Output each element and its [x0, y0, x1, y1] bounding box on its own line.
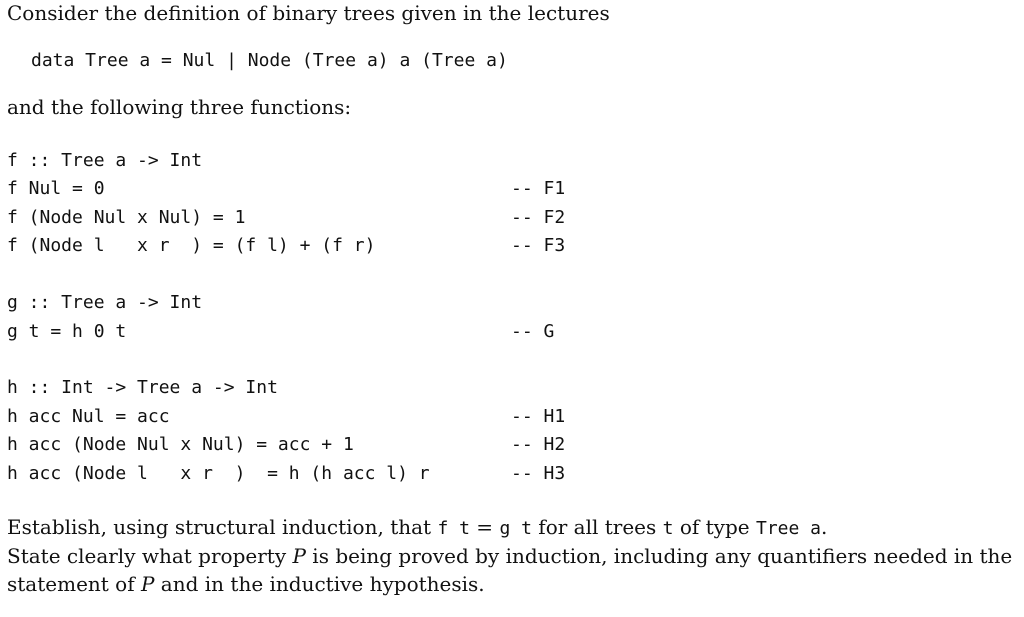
following-text: and the following three functions:: [7, 95, 352, 119]
equals-sign: =: [469, 515, 500, 539]
task-line-3: [7, 572, 485, 596]
f-label-3: -- F3: [511, 235, 566, 256]
var-p-2: P: [140, 572, 155, 596]
task-text-a: Establish, using structural induction, that: [7, 515, 438, 539]
task-line-1: [7, 515, 827, 539]
f-label-2: -- F2: [511, 207, 566, 228]
task-text-c: of type: [673, 515, 756, 539]
code-f-t: f t: [437, 518, 470, 539]
f-line-2: f (Node Nul x Nul) = 1: [7, 207, 246, 228]
code-t: t: [662, 518, 674, 539]
h-signature: h :: Int -> Tree a -> Int: [7, 377, 278, 398]
task-text-e: State clearly what property: [7, 544, 293, 568]
task-text-d: .: [821, 515, 828, 539]
code-tree-a: Tree a: [755, 518, 822, 539]
h-line-2: h acc (Node Nul x Nul) = acc + 1: [7, 434, 354, 455]
data-declaration: data Tree a = Nul | Node (Tree a) a (Tree a): [31, 50, 508, 71]
h-label-1: -- H1: [511, 406, 566, 427]
task-line-2: [7, 544, 1012, 568]
f-line-3: f (Node l x r ) = (f l) + (f r): [7, 235, 376, 256]
h-line-3: h acc (Node l x r ) = h (h acc l) r: [7, 463, 430, 484]
task-text-f: is being proved by induction, including any quantifiers needed in the: [305, 544, 1013, 568]
h-line-1: h acc Nul = acc: [7, 406, 170, 427]
task-text-g: statement of: [7, 572, 141, 596]
h-label-2: -- H2: [511, 434, 566, 455]
g-label-1: -- G: [511, 321, 555, 342]
code-g-t: g t: [499, 518, 532, 539]
task-text-b: for all trees: [531, 515, 663, 539]
intro-text: Consider the definition of binary trees given in the lectures: [7, 1, 610, 25]
g-signature: g :: Tree a -> Int: [7, 292, 203, 313]
task-text-h: and in the inductive hypothesis.: [154, 572, 485, 596]
f-signature: f :: Tree a -> Int: [7, 150, 203, 171]
var-p: P: [292, 544, 306, 568]
h-label-3: -- H3: [511, 463, 566, 484]
f-label-1: -- F1: [511, 178, 566, 199]
f-line-1: f Nul = 0: [7, 178, 105, 199]
g-line-1: g t = h 0 t: [7, 321, 127, 342]
